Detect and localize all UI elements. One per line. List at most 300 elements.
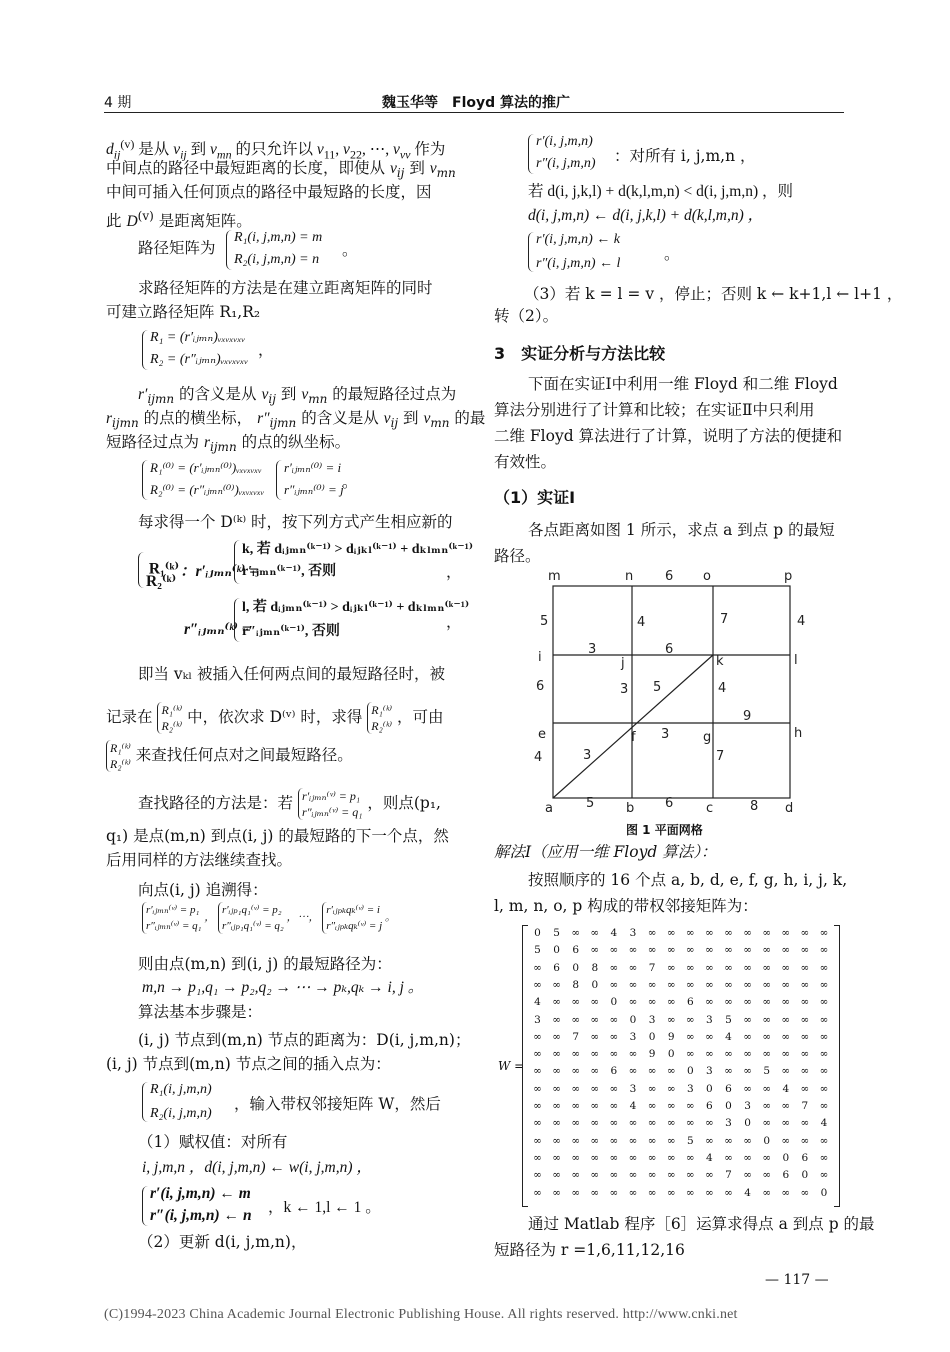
matrix-cell: 6 (686, 996, 694, 1009)
matrix-cell: ∞ (571, 1151, 581, 1164)
node-j: j (621, 656, 625, 671)
brace (234, 598, 241, 642)
matrix-cell: ∞ (552, 1030, 561, 1043)
edge-j-k: 6 (665, 642, 674, 657)
matrix-cell: ∞ (781, 944, 791, 957)
matrix-cell: ∞ (762, 1013, 772, 1026)
matrix-cell: 4 (706, 1151, 713, 1164)
matrix-cell: ∞ (571, 1186, 581, 1199)
para-5-line-1: 即当 vₖₗ 被插入任何两点间的最短路径时，被 (138, 665, 446, 683)
matrix-cell: ∞ (590, 944, 600, 957)
update2-case1: l, 若 dᵢⱼₘₙ⁽ᵏ⁻¹⁾ > dᵢⱼₖₗ⁽ᵏ⁻¹⁾ + dₖₗₘₙ⁽ᵏ⁻¹⁾ (242, 600, 470, 615)
step-1-r2: r″(i, j,m,n) ← n (150, 1207, 252, 1224)
matrix-cell: ∞ (819, 1030, 829, 1043)
matrix-cell: 0 (706, 1082, 713, 1095)
matrix-cell: ∞ (533, 1186, 542, 1199)
matrix-row (522, 1169, 840, 1186)
matrix-cell: ∞ (609, 978, 619, 991)
matrix-cell: ∞ (819, 978, 829, 991)
matrix-cell: ∞ (666, 961, 676, 974)
matrix-cell: ∞ (552, 1117, 561, 1130)
matrix-row (522, 927, 840, 944)
para-6-line-1: 查找路径的方法是：若 r′ᵢⱼₘₙ⁽ᵛ⁾ = p₁ r″ᵢⱼₘₙ⁽ᵛ⁾ = q₁ ，则点(p₁, (138, 789, 441, 819)
matrix-cell: ∞ (685, 978, 695, 991)
condition: 若 d(i, j,k,l) + d(k,l,m,n) < d(i, j,m,n) ，则 (528, 183, 794, 200)
edge-e-a: 4 (534, 750, 543, 765)
issue-number: 4 期 (104, 95, 132, 111)
matrix-cell: 0 (686, 1065, 694, 1078)
matrix-cell: ∞ (647, 1186, 657, 1199)
matrix-cell: ∞ (666, 1186, 676, 1199)
matrix-cell: ∞ (743, 996, 752, 1009)
matrix-cell: ∞ (590, 1117, 600, 1130)
matrix-cell: 4 (610, 927, 618, 939)
matrix-cell: ∞ (533, 1030, 542, 1043)
matrix-cell: ∞ (743, 978, 752, 991)
matrix-cell: ∞ (590, 1082, 600, 1095)
matrix-cell: ∞ (609, 961, 619, 974)
step-2: （2）更新 d(i, j,m,n)， (138, 1233, 307, 1251)
edge-k-g: 4 (718, 681, 727, 696)
header-rule (104, 112, 844, 113)
edge-i-j: 3 (588, 642, 597, 657)
matrix-cell: ∞ (819, 944, 829, 957)
matrix-row (522, 1014, 840, 1031)
matrix-cell: ∞ (819, 961, 829, 974)
matrix-cell: ∞ (724, 978, 733, 991)
update-r-prime: ：r′ᵢⱼₘₙ⁽ᵏ⁾ = (180, 563, 259, 580)
subsection-1-p-line-1: 各点距离如图 1 所示，求点 a 到点 p 的最短 (528, 521, 835, 539)
para-1-line-3: 中间可插入任何顶点的路径中最短路的长度，因 (106, 183, 432, 201)
matrix-row (522, 996, 840, 1013)
matrix-cell: ∞ (609, 1117, 619, 1130)
matrix-label: W = (498, 1059, 525, 1073)
comma: ， (446, 563, 462, 581)
para-1-line-2: 中间点的路径中最短距离的长度，即使从 $v_{ij}$ 到 $v_{mn}$ (106, 159, 456, 181)
node-n: n (625, 569, 634, 584)
matrix-cell: 7 (572, 1030, 580, 1043)
matrix-cell: ∞ (800, 1134, 810, 1147)
matrix-cell: ∞ (552, 978, 561, 991)
steps-title: 算法基本步骤是： (138, 1003, 263, 1021)
path-matrix-r2: R₂(i, j,m,n) = n (234, 252, 320, 267)
matrix-cell: ∞ (628, 1151, 638, 1164)
para-2-line-1: 求路径矩阵的方法是在建立距离矩阵的同时 (138, 279, 433, 297)
matrix-cell: ∞ (762, 1030, 772, 1043)
matrix-cell: ∞ (743, 1048, 752, 1061)
matrix-cell: ∞ (552, 1151, 561, 1164)
matrix-cell: ∞ (552, 1134, 561, 1147)
matrix-cell: ∞ (590, 1134, 600, 1147)
matrix-cell: ∞ (800, 978, 810, 991)
matrix-cell: ∞ (762, 961, 772, 974)
matrix-cell: ∞ (819, 1048, 829, 1061)
subsection-1-heading: （1）实证Ⅰ (494, 488, 576, 507)
matrix-cell: ∞ (590, 1169, 600, 1182)
edge-a-f: 3 (583, 748, 592, 763)
matrix-cell: 3 (725, 1117, 732, 1130)
matrix-cell: ∞ (666, 1117, 676, 1130)
brace (142, 460, 149, 500)
brace (234, 540, 241, 584)
matrix-cell: ∞ (762, 1186, 772, 1199)
matrix-cell: ∞ (609, 1082, 619, 1095)
matrix-cell: 3 (648, 1013, 656, 1026)
matrix-cell: ∞ (685, 1100, 695, 1112)
matrix-cell: ∞ (705, 978, 714, 991)
matrix-cell: 7 (725, 1169, 732, 1182)
matrix-cell: ∞ (800, 1013, 810, 1026)
matrix-cell: ∞ (762, 1151, 772, 1164)
comma: ， (258, 341, 274, 359)
matrix-cell: 3 (629, 1082, 637, 1095)
path-matrix-label: 路径矩阵为 (138, 239, 216, 257)
subsection-1-p-line-2: 路径。 (494, 547, 541, 565)
brace (226, 230, 233, 270)
right-r-tail: ：对所有 i, j,m,n ， (614, 147, 756, 165)
matrix-cell: ∞ (743, 1082, 752, 1095)
matrix-cell: ∞ (647, 927, 657, 939)
matrix-cell: 4 (744, 1186, 751, 1199)
matrix-cell: ∞ (685, 944, 695, 957)
matrix-cell: ∞ (666, 927, 676, 939)
para-3-line-1: $r'_{ijmn}$ 的含义是从 $v_{ij}$ 到 $v_{mn}$ 的最短路径过点为 (138, 385, 457, 407)
node-f: f (631, 730, 636, 745)
matrix-cell: ∞ (590, 1186, 600, 1199)
matrix-cell: ∞ (666, 1134, 676, 1147)
matrix-cell: 9 (648, 1048, 656, 1061)
matrix-cell: ∞ (724, 1151, 733, 1164)
matrix-cell: ∞ (609, 1151, 619, 1164)
matrix-cell: ∞ (743, 1013, 752, 1026)
matrix-cell: ∞ (762, 1082, 772, 1095)
matrix-cell: ∞ (724, 1186, 733, 1199)
matrix-row (522, 979, 840, 996)
matrix-cell: ∞ (533, 1169, 542, 1182)
matrix-cell: ∞ (571, 1013, 581, 1026)
node-e: e (538, 727, 546, 742)
matrix-cell: ∞ (781, 961, 791, 974)
matrix-cell: ∞ (819, 1082, 829, 1095)
matrix-cell: ∞ (762, 1100, 772, 1112)
matrix-cell: 3 (706, 1065, 713, 1078)
section-3-p-line-3: 二维 Floyd 算法进行了计算，说明了方法的便捷和 (494, 427, 843, 445)
matrix-cell: ∞ (781, 1048, 791, 1061)
matrix-cell: ∞ (800, 1065, 810, 1078)
matrix-cell: ∞ (609, 1186, 619, 1199)
matrix-cell: ∞ (590, 1048, 600, 1061)
matrix-cell: 0 (801, 1169, 809, 1182)
matrix-cell: ∞ (590, 1013, 600, 1026)
matrix-cell: ∞ (819, 1134, 829, 1147)
matrix-cell: ∞ (571, 1100, 581, 1112)
matrix-cell: ∞ (724, 1065, 733, 1078)
matrix-cell: ∞ (762, 1169, 772, 1182)
node-m: m (548, 569, 561, 584)
matrix-cell: ∞ (666, 996, 676, 1009)
edge-m-i: 5 (540, 614, 549, 629)
matrix-cell: ∞ (533, 1134, 542, 1147)
copyright-footer: (C)1994-2023 China Academic Journal Electronic Publishing House. All rights reserved. http://www.cnki.net (104, 1307, 738, 1322)
para-3-line-3: 短路径过点为 $r_{ijmn}$ 的点的纵坐标。 (106, 433, 351, 455)
figure-caption: 图 1 平面网格 (626, 823, 703, 837)
matrix-cell: 4 (725, 1030, 732, 1043)
matrix-cell: 4 (782, 1082, 790, 1095)
matrix-cell: ∞ (609, 1169, 619, 1182)
node-k: k (716, 654, 724, 669)
matrix-cell: ∞ (800, 1082, 810, 1095)
assignment: d(i, j,m,n) ← d(i, j,k,l) + d(k,l,m,n) ， (528, 207, 764, 224)
matrix-cell: ∞ (590, 996, 600, 1009)
matrix-cell: ∞ (647, 996, 657, 1009)
section-3-p-line-2: 算法分别进行了计算和比较；在实证Ⅱ中只利用 (494, 401, 815, 419)
matrix-cell: 3 (534, 1013, 541, 1026)
matrix-cell: ∞ (590, 1030, 600, 1043)
matrix-cell: ∞ (743, 961, 752, 974)
matrix-cell: 0 (744, 1117, 751, 1130)
init-r1: R₁⁽⁰⁾ = (r′ᵢⱼₘₙ⁽⁰⁾)ᵥₓᵥₓᵥₓᵥ (150, 460, 262, 475)
matrix-cell: 6 (572, 944, 580, 957)
matrix-cell: ∞ (781, 1100, 791, 1112)
matrix-cell: ∞ (743, 1169, 752, 1182)
matrix-cell: ∞ (628, 1134, 638, 1147)
matrix-cell: ∞ (685, 1030, 695, 1043)
matrix-cell: ∞ (819, 1013, 829, 1026)
matrix-cell: ∞ (705, 1186, 714, 1199)
solution-1-line-1: 按照顺序的 16 个点 a, b, d, e, f, g, h, i, j, k, (528, 871, 848, 889)
node-p: p (784, 569, 793, 584)
para-5-line-3: R₁⁽ᵏ⁾ R₂⁽ᵏ⁾ 来查找任何点对之间最短路径。 (106, 740, 353, 772)
right-r2: r″(i, j,m,n) (536, 156, 596, 171)
matrix-row (522, 1187, 840, 1204)
matrix-cell: ∞ (552, 1169, 561, 1182)
matrix-cell: ∞ (724, 961, 733, 974)
matrix-cell: ∞ (647, 1117, 657, 1130)
matrix-cell: ∞ (743, 944, 752, 957)
edge-j-f: 3 (620, 682, 629, 697)
step-3-line-1: （3）若 k = l = v ，停止；否则 k ← k+1,l ← l+1 ， (524, 285, 903, 303)
init-c1: r′ᵢⱼₘₙ⁽⁰⁾ = i (284, 460, 342, 475)
adjacency-matrix (522, 925, 840, 1207)
para-3-line-2: $r_{ijmn}$ 的点的横坐标， $r''_{ijmn}$ 的含义是从 $v_{ij}$ 到 $v_{mn}$ 的最 (106, 409, 486, 431)
matrix-cell: ∞ (533, 961, 542, 974)
matrix-cell: ∞ (571, 1134, 581, 1147)
matrix-cell: 3 (686, 1082, 694, 1095)
set-tail: 。 (664, 245, 680, 263)
matrix-cell: ∞ (628, 1065, 638, 1078)
matrix-cell: ∞ (762, 944, 772, 957)
matrix-cell: 7 (801, 1100, 809, 1112)
matrix-cell: ∞ (800, 1030, 810, 1043)
matrix-cell: 6 (706, 1100, 713, 1112)
node-a: a (545, 801, 553, 816)
matrix-cell: ∞ (705, 961, 714, 974)
matrix-cell: ∞ (762, 927, 772, 939)
matrix-cell: ∞ (819, 1151, 829, 1164)
matrix-cell: ∞ (552, 1065, 561, 1078)
matrix-cell: 0 (591, 978, 599, 991)
matrix-cell: ∞ (628, 961, 638, 974)
matrix-cell: ∞ (552, 1082, 561, 1095)
matrix-cell: ∞ (819, 1065, 829, 1078)
para-1-line-1: $d_{ij}^{(v)}$ 是从 $v_{ij}$ 到 $v_{mn}$ 的只允许以 $v_{11}$, $v_{22}$, ⋯, $v_{vv}$ 作为 (106, 137, 446, 162)
node-h: h (794, 726, 803, 741)
matrix-cell: ∞ (647, 1082, 657, 1095)
matrix-row (522, 1100, 840, 1117)
matrix-cell: 6 (725, 1082, 732, 1095)
matrix-cell: 5 (534, 944, 541, 957)
matrix-cell: ∞ (666, 1082, 676, 1095)
para-1-line-4: 此 $D^{(v)}$ 是距离矩阵。 (106, 209, 252, 231)
matrix-cell: ∞ (705, 1134, 714, 1147)
result-line-2: 短路径为 r =1,6,11,12,16 (494, 1241, 685, 1259)
matrix-cell: 5 (763, 1065, 771, 1078)
edge-n-o: 6 (665, 569, 674, 584)
para-7: 向点(i, j) 追溯得： (138, 881, 268, 899)
matrix-cell: ∞ (819, 996, 829, 1009)
matrix-row (522, 944, 840, 961)
node-l: l (794, 653, 798, 668)
matrix-cell: 8 (591, 961, 599, 974)
matrix-cell: ∞ (819, 1100, 829, 1112)
matrix-cell: 3 (744, 1100, 751, 1112)
step-3-line-2: 转（2）。 (494, 307, 559, 325)
matrix-cell: ∞ (552, 1013, 561, 1026)
brace (142, 330, 149, 370)
matrix-cell: ∞ (781, 1013, 791, 1026)
matrix-cell: ∞ (590, 927, 600, 939)
matrix-cell: 5 (686, 1134, 694, 1147)
node-i: i (538, 650, 542, 665)
step-1: （1）赋权值：对所有 (138, 1133, 288, 1151)
edge-p-l: 4 (797, 614, 806, 629)
matrix-cell: ∞ (762, 1048, 772, 1061)
matrix-cell: ∞ (552, 996, 561, 1009)
period: 。 (342, 473, 358, 491)
matrix-cell: ∞ (533, 1151, 542, 1164)
matrix-cell: ∞ (533, 1082, 542, 1095)
matrix-cell: ∞ (666, 1100, 676, 1112)
matrix-cell: 6 (801, 1151, 809, 1164)
matrix-cell: ∞ (743, 1151, 752, 1164)
edge-i-e: 6 (536, 679, 545, 694)
matrix-cell: ∞ (685, 1186, 695, 1199)
matrix-cell: ∞ (666, 978, 676, 991)
insert-r2: R₂(i, j,m,n) (150, 1106, 212, 1121)
matrix-cell: ∞ (552, 1048, 561, 1061)
matrix-cell: ∞ (685, 1048, 695, 1061)
edge-a-b: 5 (586, 796, 595, 811)
matrix-cell: ∞ (609, 944, 619, 957)
step-1-assign: i, j,m,n ，d(i, j,m,n) ← w(i, j,m,n) ， (142, 1159, 372, 1176)
step-1-r1: r′(i, j,m,n) ← m (150, 1185, 251, 1202)
matrix-row (522, 1135, 840, 1152)
matrix-cell: ∞ (685, 1151, 695, 1164)
matrix-row (522, 1117, 840, 1134)
matrix-cell: ∞ (666, 1013, 676, 1026)
matrix-row (522, 1152, 840, 1169)
matrix-cell: 0 (725, 1100, 732, 1112)
def-r1: R₁ = (r′ᵢⱼₘₙ)ᵥₓᵥₓᵥₓᵥ (150, 330, 246, 345)
matrix-cell: ∞ (762, 996, 772, 1009)
matrix-row (522, 962, 840, 979)
matrix-cell: ∞ (571, 1065, 581, 1078)
solution-1-line-2: l, m, n, o, p 构成的带权邻接矩阵为： (494, 897, 758, 915)
matrix-cell: ∞ (781, 1117, 791, 1130)
matrix-cell: ∞ (705, 1117, 714, 1130)
matrix-cell: ∞ (533, 1117, 542, 1130)
matrix-cell: ∞ (781, 1065, 791, 1078)
node-g: g (703, 730, 712, 745)
result-line-1: 通过 Matlab 程序［6］运算求得点 a 到点 p 的最 (528, 1215, 875, 1233)
matrix-cell: 8 (572, 978, 580, 991)
matrix-cell: ∞ (781, 1186, 791, 1199)
comma: ， (446, 613, 462, 631)
matrix-cell: 0 (572, 961, 580, 974)
matrix-cell: 3 (629, 1030, 637, 1043)
page-number: — 117 — (765, 1272, 829, 1288)
matrix-cell: 0 (763, 1134, 771, 1147)
matrix-cell: ∞ (743, 1030, 752, 1043)
matrix-cell: ∞ (628, 1169, 638, 1182)
matrix-cell: ∞ (628, 944, 638, 957)
matrix-cell: 6 (782, 1169, 790, 1182)
insert-def: (i, j) 节点到(m,n) 节点之间的插入点为： (106, 1055, 391, 1073)
matrix-cell: ∞ (647, 1065, 657, 1078)
trace-sequence: r′ᵢⱼₘₙ⁽ᵛ⁾ = p₁ r″ᵢⱼₘₙ⁽ᵛ⁾ = q₁ ， r′ᵢⱼₚ₁q₁⁽ᵛ⁾ = p₂ r″ᵢⱼₚ₁q₁⁽ᵛ⁾ = q₂ ，⋯， r′ᵢⱼₚₖqₖ⁽ᵛ⁾ = i r″ᵢⱼₚₖqₖ⁽ᵛ⁾ = j 。 (142, 902, 396, 934)
matrix-cell: 0 (553, 944, 560, 957)
edge-g-c: 7 (716, 749, 725, 764)
edge-g-l: 9 (743, 709, 752, 724)
matrix-cell: ∞ (628, 1048, 638, 1061)
matrix-row (522, 1031, 840, 1048)
para-4: 每求得一个 D⁽ᵏ⁾ 时，按下列方式产生相应新的 (138, 513, 453, 531)
matrix-cell: ∞ (571, 1048, 581, 1061)
matrix-cell: ∞ (724, 944, 733, 957)
matrix-cell: 4 (820, 1117, 828, 1130)
matrix-cell: ∞ (685, 1013, 695, 1026)
set-r2: r″(i, j,m,n) ← l (536, 256, 621, 271)
para-5-line-2: 记录在 R₁⁽ᵏ⁾ R₂⁽ᵏ⁾ 中，依次求 D⁽ᵛ⁾ 时，求得 R₁⁽ᵏ⁾ R₂⁽ᵏ⁾ ，可由 (106, 703, 444, 733)
matrix-cell: ∞ (628, 1117, 638, 1130)
right-r1: r′(i, j,m,n) (536, 134, 593, 149)
matrix-cell: 5 (725, 1013, 732, 1026)
update1-case1: k, 若 dᵢⱼₘₙ⁽ᵏ⁻¹⁾ > dᵢⱼₖₗ⁽ᵏ⁻¹⁾ + dₖₗₘₙ⁽ᵏ⁻¹⁾ (242, 542, 474, 557)
section-3-p-line-1: 下面在实证Ⅰ中利用一维 Floyd 和二维 Floyd (528, 375, 838, 393)
section-3-p-line-4: 有效性。 (494, 453, 557, 471)
matrix-cell: ∞ (628, 978, 638, 991)
matrix-cell: ∞ (552, 1100, 561, 1112)
matrix-cell: 3 (629, 927, 637, 939)
matrix-row (522, 1083, 840, 1100)
matrix-cell: ∞ (781, 1134, 791, 1147)
insert-r1: R₁(i, j,m,n) (150, 1082, 212, 1097)
matrix-cell: 0 (534, 927, 541, 939)
matrix-cell: ∞ (647, 1134, 657, 1147)
matrix-cell: 3 (706, 1013, 713, 1026)
matrix-cell: ∞ (533, 978, 542, 991)
matrix-cell: 6 (610, 1065, 618, 1078)
matrix-cell: ∞ (647, 978, 657, 991)
update2-case2: r″ᵢⱼₘₙ⁽ᵏ⁻¹⁾, 否则 (242, 624, 340, 639)
matrix-cell: ∞ (705, 1169, 714, 1182)
matrix-cell: ∞ (666, 1151, 676, 1164)
edge-b-c: 6 (665, 796, 674, 811)
matrix-cell: ∞ (743, 1134, 752, 1147)
matrix-cell: ∞ (552, 1186, 561, 1199)
matrix-cell: ∞ (743, 927, 752, 939)
matrix-cell: ∞ (819, 927, 829, 939)
